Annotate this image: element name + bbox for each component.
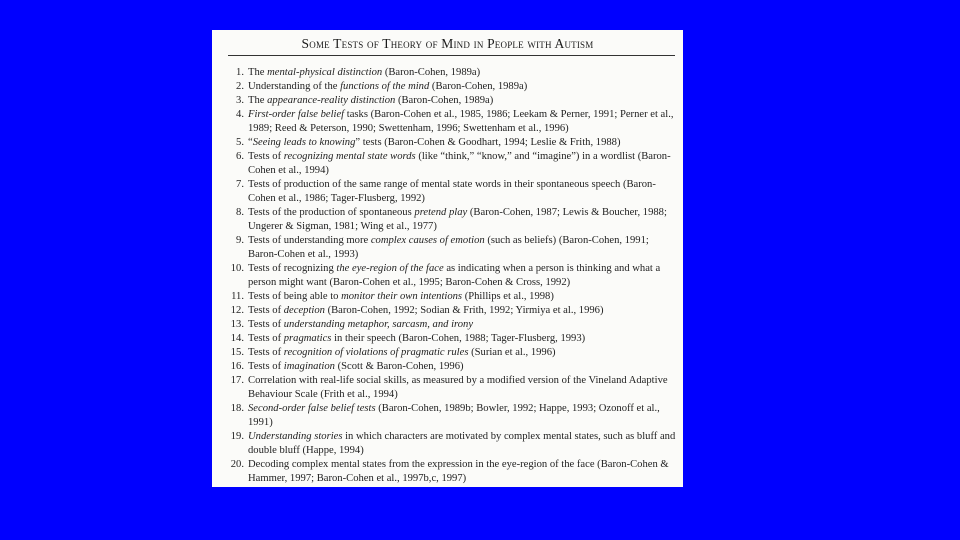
- tests-list: [224, 66, 680, 486]
- list-item: [224, 150, 680, 178]
- item-text: “: [248, 137, 253, 148]
- list-item: [224, 304, 680, 318]
- item-number: 11.: [231, 291, 244, 302]
- item-emphasis: pretend play: [414, 207, 468, 218]
- item-citation: in which characters are motivated by complex mental states, such as bluff and double bluff (Happe, 1994): [248, 431, 676, 456]
- item-number: 12.: [230, 305, 244, 316]
- list-item: [224, 94, 680, 108]
- item-text: Tests of: [248, 361, 284, 372]
- item-citation: tasks (Baron-Cohen et al., 1985, 1986; Leekam & Perner, 1991; Perner et al., 1989; Reed & Peterson, 1990; Swettenham, 1996; Swettenham et al., 1996): [248, 109, 674, 134]
- item-number: 10.: [230, 263, 244, 274]
- item-citation: (such as beliefs) (Baron-Cohen, 1991; Baron-Cohen et al., 1993): [248, 235, 649, 260]
- item-emphasis: deception: [283, 305, 325, 316]
- item-text: Tests of being able to: [248, 291, 342, 302]
- list-item: [224, 80, 680, 94]
- item-citation: (Baron-Cohen, 1989a): [429, 81, 528, 92]
- item-number: 16.: [230, 361, 244, 372]
- item-emphasis: pragmatics: [283, 333, 332, 344]
- list-item: [224, 374, 680, 402]
- item-number: 4.: [236, 109, 244, 120]
- item-number: 1.: [236, 67, 244, 78]
- item-text: Decoding complex mental states from the expression in the eye-region of the face (Baron-Cohen & Hammer, 1997; Baron-Cohen et al., 1997b,c, 1997): [248, 459, 669, 484]
- item-emphasis: the eye-region of the face: [336, 263, 444, 274]
- item-number: 18.: [230, 403, 244, 414]
- item-emphasis: complex causes of emotion: [370, 235, 485, 246]
- item-citation: in their speech (Baron-Cohen, 1988; Tager-Flusberg, 1993): [331, 333, 586, 344]
- item-number: 9.: [236, 235, 244, 246]
- item-text: Understanding of the: [248, 81, 341, 92]
- scanned-document: [212, 30, 683, 487]
- item-text: The: [248, 67, 268, 78]
- list-item: [224, 458, 680, 486]
- item-citation: as indicating when a person is thinking and what a person might want (Baron-Cohen et al., 1995; Baron-Cohen & Cross, 1992): [248, 263, 661, 288]
- item-emphasis: Understanding stories: [248, 431, 343, 442]
- item-text: Tests of: [248, 347, 284, 358]
- list-item: [224, 290, 680, 304]
- item-number: 20.: [230, 459, 244, 470]
- item-citation: (Surian et al., 1996): [468, 347, 556, 358]
- item-number: 17.: [230, 375, 244, 386]
- item-number: 6.: [236, 151, 244, 162]
- item-number: 2.: [236, 81, 244, 92]
- item-number: 14.: [230, 333, 244, 344]
- item-citation: (Baron-Cohen, 1989b; Bowler, 1992; Happe, 1993; Ozonoff et al., 1991): [248, 403, 660, 428]
- item-number: 5.: [236, 137, 244, 148]
- item-citation: ” tests (Baron-Cohen & Goodhart, 1994; Leslie & Frith, 1988): [355, 137, 621, 148]
- item-text: Tests of recognizing: [248, 263, 337, 274]
- item-text: Tests of the production of spontaneous: [248, 207, 415, 218]
- list-item: [224, 262, 680, 290]
- item-text: Tests of: [248, 305, 284, 316]
- item-emphasis: functions of the mind: [340, 81, 430, 92]
- document-title: Some Tests of Theory of Mind in People with Autism: [301, 36, 594, 51]
- item-text: Correlation with real-life social skills, as measured by a modified version of the Vineland Adaptive Behaviour Scale (Frith et al., 1994): [248, 375, 668, 400]
- list-item: [224, 318, 680, 332]
- item-citation: (Baron-Cohen, 1989a): [395, 95, 494, 106]
- item-emphasis: Second-order false belief tests: [248, 403, 376, 414]
- list-item: [224, 108, 680, 136]
- item-emphasis: understanding metaphor, sarcasm, and irony: [283, 319, 474, 330]
- list-item: [224, 206, 680, 234]
- item-emphasis: imagination: [283, 361, 335, 372]
- item-citation: (Baron-Cohen, 1992; Sodian & Frith, 1992; Yirmiya et al., 1996): [324, 305, 604, 316]
- item-number: 7.: [236, 179, 244, 190]
- list-item: [224, 234, 680, 262]
- item-number: 15.: [230, 347, 244, 358]
- item-emphasis: Seeing leads to knowing: [252, 137, 356, 148]
- item-citation: (Baron-Cohen, 1989a): [382, 67, 481, 78]
- item-emphasis: monitor their own intentions: [341, 291, 463, 302]
- item-text: Tests of: [248, 333, 284, 344]
- item-text: Tests of understanding more: [248, 235, 371, 246]
- item-citation: (like “think,” “know,” and “imagine”) in a wordlist (Baron-Cohen et al., 1994): [248, 151, 671, 176]
- list-item: [224, 430, 680, 458]
- item-emphasis: appearance-reality distinction: [267, 95, 396, 106]
- item-text: Tests of: [248, 151, 284, 162]
- list-item: [224, 178, 680, 206]
- item-number: 3.: [236, 95, 244, 106]
- list-item: [224, 66, 680, 80]
- item-emphasis: recognizing mental state words: [283, 151, 416, 162]
- item-number: 13.: [230, 319, 244, 330]
- item-emphasis: recognition of violations of pragmatic rules: [283, 347, 469, 358]
- item-text: Tests of production of the same range of mental state words in their spontaneous speech (Baron-Cohen et al., 1986; Tager-Flusberg, 1992): [248, 179, 656, 204]
- list-item: [224, 136, 680, 150]
- item-text: Tests of: [248, 319, 284, 330]
- item-citation: (Scott & Baron-Cohen, 1996): [334, 361, 464, 372]
- title-divider: [228, 55, 675, 56]
- item-number: 8.: [236, 207, 244, 218]
- item-citation: (Phillips et al., 1998): [462, 291, 554, 302]
- list-item: [224, 402, 680, 430]
- item-citation: (Baron-Cohen, 1987; Lewis & Boucher, 1988; Ungerer & Sigman, 1981; Wing et al., 1977): [248, 207, 667, 232]
- item-emphasis: mental-physical distinction: [267, 67, 383, 78]
- list-item: [224, 346, 680, 360]
- item-emphasis: First-order false belief: [248, 109, 345, 120]
- list-item: [224, 332, 680, 346]
- item-number: 19.: [230, 431, 244, 442]
- item-text: The: [248, 95, 268, 106]
- list-item: [224, 360, 680, 374]
